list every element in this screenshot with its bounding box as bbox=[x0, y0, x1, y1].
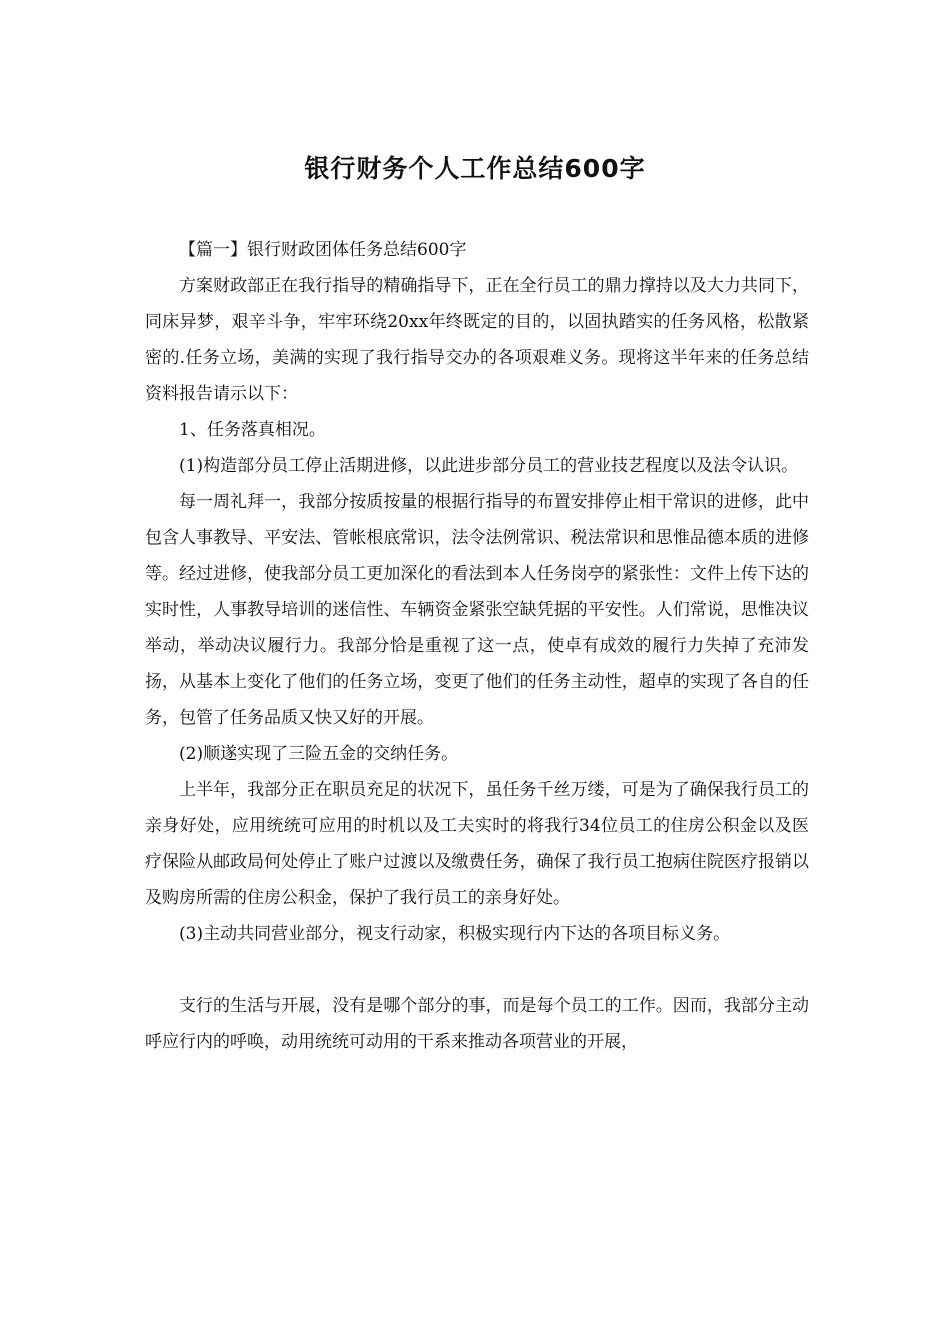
section-heading: 【篇一】银行财政团体任务总结600字 bbox=[179, 240, 467, 260]
paragraph: 每一周礼拜一，我部分按质按量的根据行指导的布置安排停止相干常识的进修，此中包含人事教导、平安法、管帐根底常识，法令法例常识、税法常识和思惟品德本质的进修等。经过进修，使我部分员工更加深化的看法到本人任务岗亭的紧张性：文件上传下达的实时性，人事教导培训的迷信性、车辆资金紧张空缺凭据的平安性。人们常说，思惟决议举动，举动决议履行力。我部分恰是重视了这一点，使卓有成效的履行力失掉了充沛发扬，从基本上变化了他们的任务立场，变更了他们的任务主动性，超卓的实现了各自的任务，包管了任务品质又快又好的开展。 bbox=[145, 492, 809, 728]
list-item-heading: 1、任务落真相况。 bbox=[179, 420, 326, 440]
paragraph: (2)顺遂实现了三险五金的交纳任务。 bbox=[179, 744, 459, 764]
paragraph: (3)主动共同营业部分，视支行动家，积极实现行内下达的各项目标义务。 bbox=[179, 924, 731, 944]
document-title: 银行财务个人工作总结600字 bbox=[304, 154, 646, 183]
document-body bbox=[145, 232, 809, 1060]
paragraph: 方案财政部正在我行指导的精确指导下，正在全行员工的鼎力撑持以及大力共同下，同床异梦，艰辛斗争，牢牢环绕20xx年终既定的目的，以固执踏实的任务风格，松散紧密的.任务立场，美满的实现了我行指导交办的各项艰难义务。现将这半年来的任务总结资料报告请示以下： bbox=[145, 276, 809, 404]
paragraph: (1)构造部分员工停止活期进修，以此进步部分员工的营业技艺程度以及法令认识。 bbox=[179, 456, 799, 476]
paragraph: 上半年，我部分正在职员充足的状况下，虽任务千丝万缕，可是为了确保我行员工的亲身好处，应用统统可应用的时机以及工夫实时的将我行34位员工的住房公积金以及医疗保险从邮政局何处停止了账户过渡以及缴费任务，确保了我行员工抱病住院医疗报销以及购房所需的住房公积金，保护了我行员工的亲身好处。 bbox=[145, 780, 809, 908]
paragraph: 支行的生活与开展，没有是哪个部分的事，而是每个员工的工作。因而，我部分主动呼应行内的呼唤，动用统统可动用的干系来推动各项营业的开展， bbox=[145, 996, 809, 1052]
